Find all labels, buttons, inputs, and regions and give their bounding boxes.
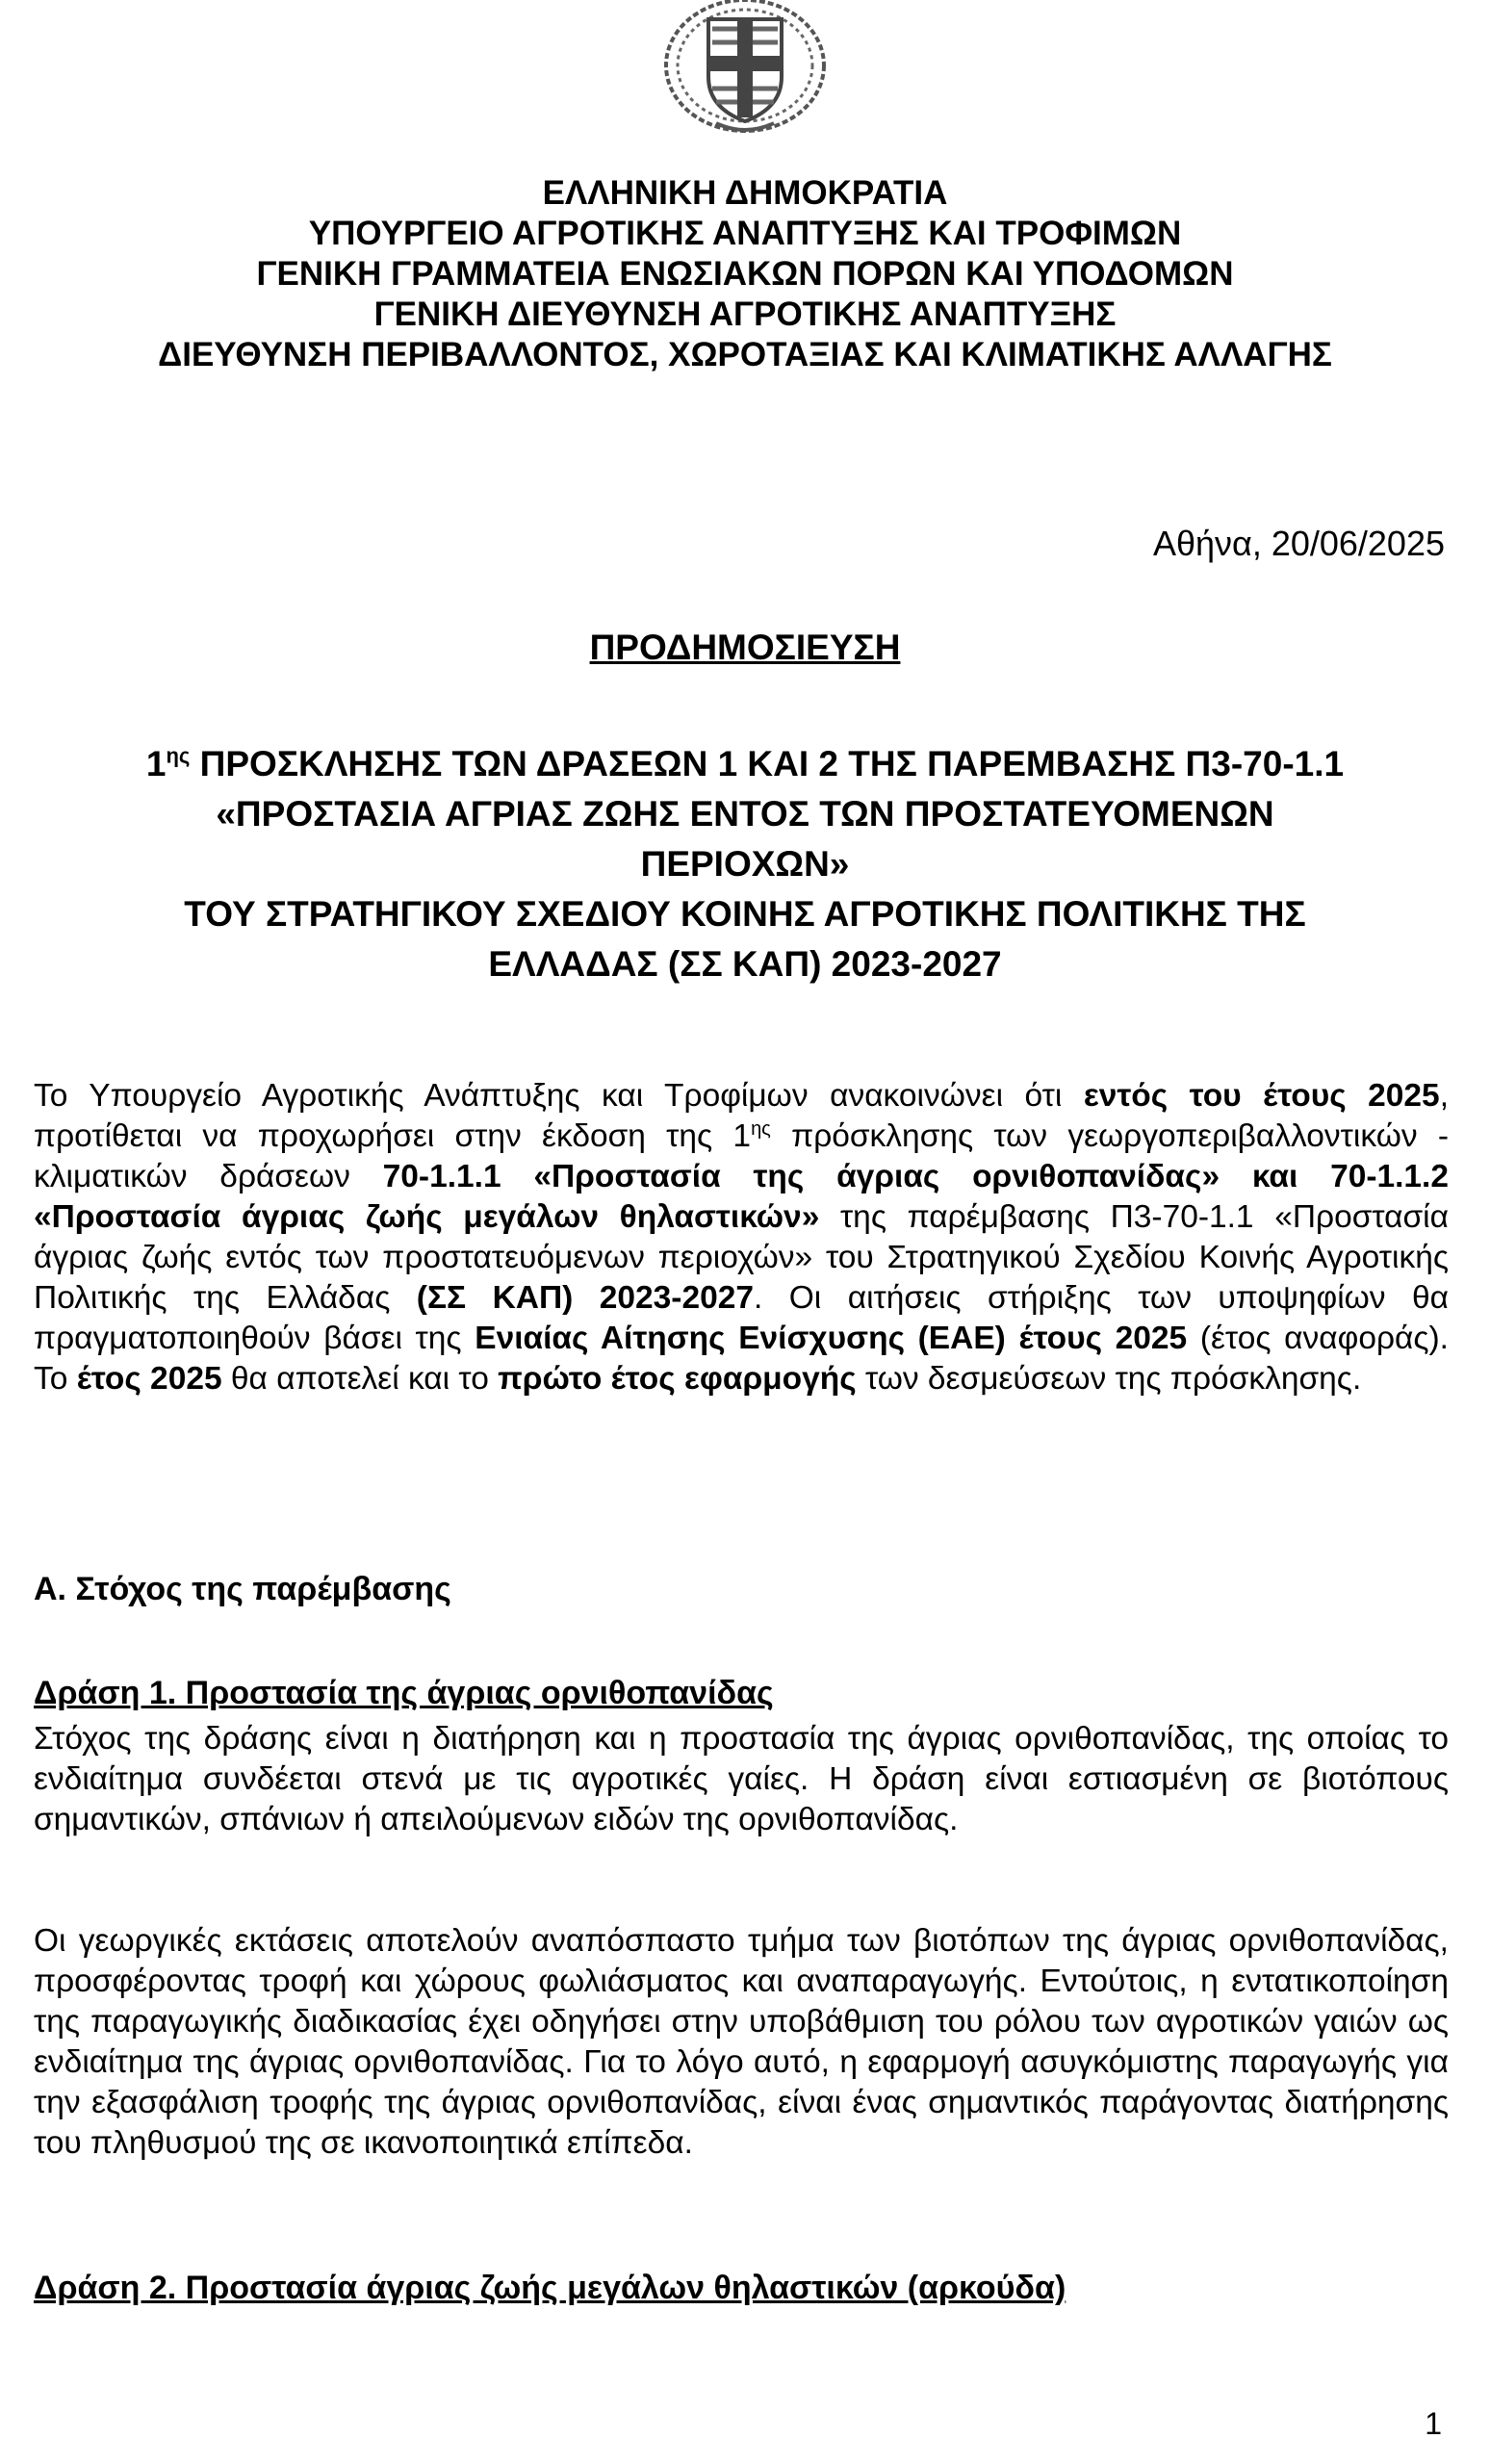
- title-line-5: ΕΛΛΑΔΑΣ (ΣΣ ΚΑΠ) 2023-2027: [488, 944, 1002, 984]
- page-number: 1: [1425, 2406, 1442, 2441]
- title-ordinal: ης: [166, 743, 191, 768]
- intro-text: της παρέμβασης Π3-70-1.1 «Προστασία άγριας ζωής εντός των προστατευόμενων περιοχών» του Στρατηγικού Σχεδίου Κοινής Αγροτικής Πολιτικής της Ελλάδας: [34, 1199, 1449, 1316]
- action-1-heading: Δράση 1. Προστασία της άγριας ορνιθοπανίδας: [34, 1675, 774, 1711]
- greek-state-emblem: [649, 0, 841, 137]
- intro-paragraph: [34, 1076, 1449, 1399]
- intro-bold: πρώτο έτος εφαρμογής: [498, 1361, 857, 1397]
- section-a-heading: Α. Στόχος της παρέμβασης: [34, 1571, 451, 1607]
- action-1-paragraph-2: Οι γεωργικές εκτάσεις αποτελούν αναπόσπαστο τμήμα των βιοτόπων της άγριας ορνιθοπανίδας, προσφέροντας τροφή και χώρους φωλιάσματος και αναπαραγωγής. Εντούτοις, η εντατικοποίηση της παραγωγικής διαδικασίας έχει οδηγήσει στην υποβάθμιση του ρόλου των αγροτικών γαιών ως ενδιαίτημα της άγριας ορνιθοπανίδας. Για το λόγο αυτό, η εφαρμογή ασυγκόμιστης παραγωγής για την εξασφάλιση τροφής της άγριας ορνιθοπανίδας, είναι ένας σημαντικός παράγοντας διατήρησης του πληθυσμού της σε ικανοποιητικά επίπεδα.: [34, 1923, 1449, 2161]
- title-line-3: ΠΕΡΙΟΧΩΝ»: [640, 844, 850, 884]
- intro-text: θα αποτελεί και το: [221, 1361, 499, 1397]
- intro-text: (έτος αναφοράς). Το: [34, 1321, 1449, 1397]
- title-line-1: [58, 739, 1432, 789]
- document-date: Αθήνα, 20/06/2025: [1152, 524, 1445, 563]
- intro-text: των δεσμεύσεων της πρόσκλησης.: [856, 1361, 1362, 1397]
- intro-text: . Οι αιτήσεις στήριξης των υποψηφίων θα πραγματοποιηθούν βάσει της: [34, 1280, 1450, 1356]
- intro-ordinal: ης: [751, 1117, 771, 1140]
- title-number: 1: [145, 744, 167, 783]
- intro-bold: έτος 2025: [76, 1361, 222, 1397]
- header-line-5: ΔΙΕΥΘΥΝΣΗ ΠΕΡΙΒΑΛΛΟΝΤΟΣ, ΧΩΡΟΤΑΞΙΑΣ ΚΑΙ ΚΛΙΜΑΤΙΚΗΣ ΑΛΛΑΓΗΣ: [158, 336, 1332, 373]
- intro-bold: εντός του έτους 2025: [1083, 1078, 1440, 1114]
- intro-text: πρόσκλησης των γεωργοπεριβαλλοντικών - κλιματικών δράσεων: [34, 1118, 1450, 1194]
- intro-bold: 70-1.1.1 «Προστασία της άγριας ορνιθοπανίδας» και 70-1.1.2 «Προστασία άγριας ζωής μεγάλων θηλαστικών»: [34, 1159, 1449, 1235]
- call-title: [58, 739, 1432, 989]
- action-2-heading: Δράση 2. Προστασία άγριας ζωής μεγάλων θηλαστικών (αρκούδα): [34, 2270, 1066, 2306]
- pre-announcement-title: ΠΡΟΔΗΜΟΣΙΕΥΣΗ: [589, 628, 901, 667]
- header-line-4: ΓΕΝΙΚΗ ΔΙΕΥΘΥΝΣΗ ΑΓΡΟΤΙΚΗΣ ΑΝΑΠΤΥΞΗΣ: [373, 295, 1117, 333]
- intro-bold: Ενιαίας Αίτησης Ενίσχυσης (ΕΑΕ) έτους 2025: [475, 1321, 1188, 1356]
- intro-text: , προτίθεται να προχωρήσει στην έκδοση της 1: [34, 1078, 1449, 1154]
- action-1-paragraph-1: Στόχος της δράσης είναι η διατήρηση και η προστασία της άγριας ορνιθοπανίδας, της οποίας το ενδιαίτημα συνδέεται στενά με τις αγροτικές γαίες. Η δράση είναι εστιασμένη σε βιοτόπους σημαντικών, σπάνιων ή απειλούμενων ειδών της ορνιθοπανίδας.: [34, 1721, 1449, 1837]
- intro-text: Το Υπουργείο Αγροτικής Ανάπτυξης και Τροφίμων ανακοινώνει ότι: [34, 1078, 1084, 1114]
- header-line-2: ΥΠΟΥΡΓΕΙΟ ΑΓΡΟΤΙΚΗΣ ΑΝΑΠΤΥΞΗΣ ΚΑΙ ΤΡΟΦΙΜΩΝ: [308, 215, 1182, 252]
- header-line-1: ΕΛΛΗΝΙΚΗ ΔΗΜΟΚΡΑΤΙΑ: [542, 174, 948, 212]
- title-line-2: «ΠΡΟΣΤΑΣΙΑ ΑΓΡΙΑΣ ΖΩΗΣ ΕΝΤΟΣ ΤΩΝ ΠΡΟΣΤΑΤΕΥΟΜΕΝΩΝ: [216, 794, 1274, 834]
- title-line-1-rest: ΠΡΟΣΚΛΗΣΗΣ ΤΩΝ ΔΡΑΣΕΩΝ 1 ΚΑΙ 2 ΤΗΣ ΠΑΡΕΜΒΑΣΗΣ Π3-70-1.1: [190, 744, 1345, 783]
- intro-bold: (ΣΣ ΚΑΠ) 2023-2027: [416, 1280, 754, 1316]
- title-line-4: ΤΟΥ ΣΤΡΑΤΗΓΙΚΟΥ ΣΧΕΔΙΟΥ ΚΟΙΝΗΣ ΑΓΡΟΤΙΚΗΣ ΠΟΛΙΤΙΚΗΣ ΤΗΣ: [184, 894, 1306, 934]
- ministry-header: [0, 173, 1490, 375]
- header-line-3: ΓΕΝΙΚΗ ΓΡΑΜΜΑΤΕΙΑ ΕΝΩΣΙΑΚΩΝ ΠΟΡΩΝ ΚΑΙ ΥΠΟΔΟΜΩΝ: [256, 255, 1234, 293]
